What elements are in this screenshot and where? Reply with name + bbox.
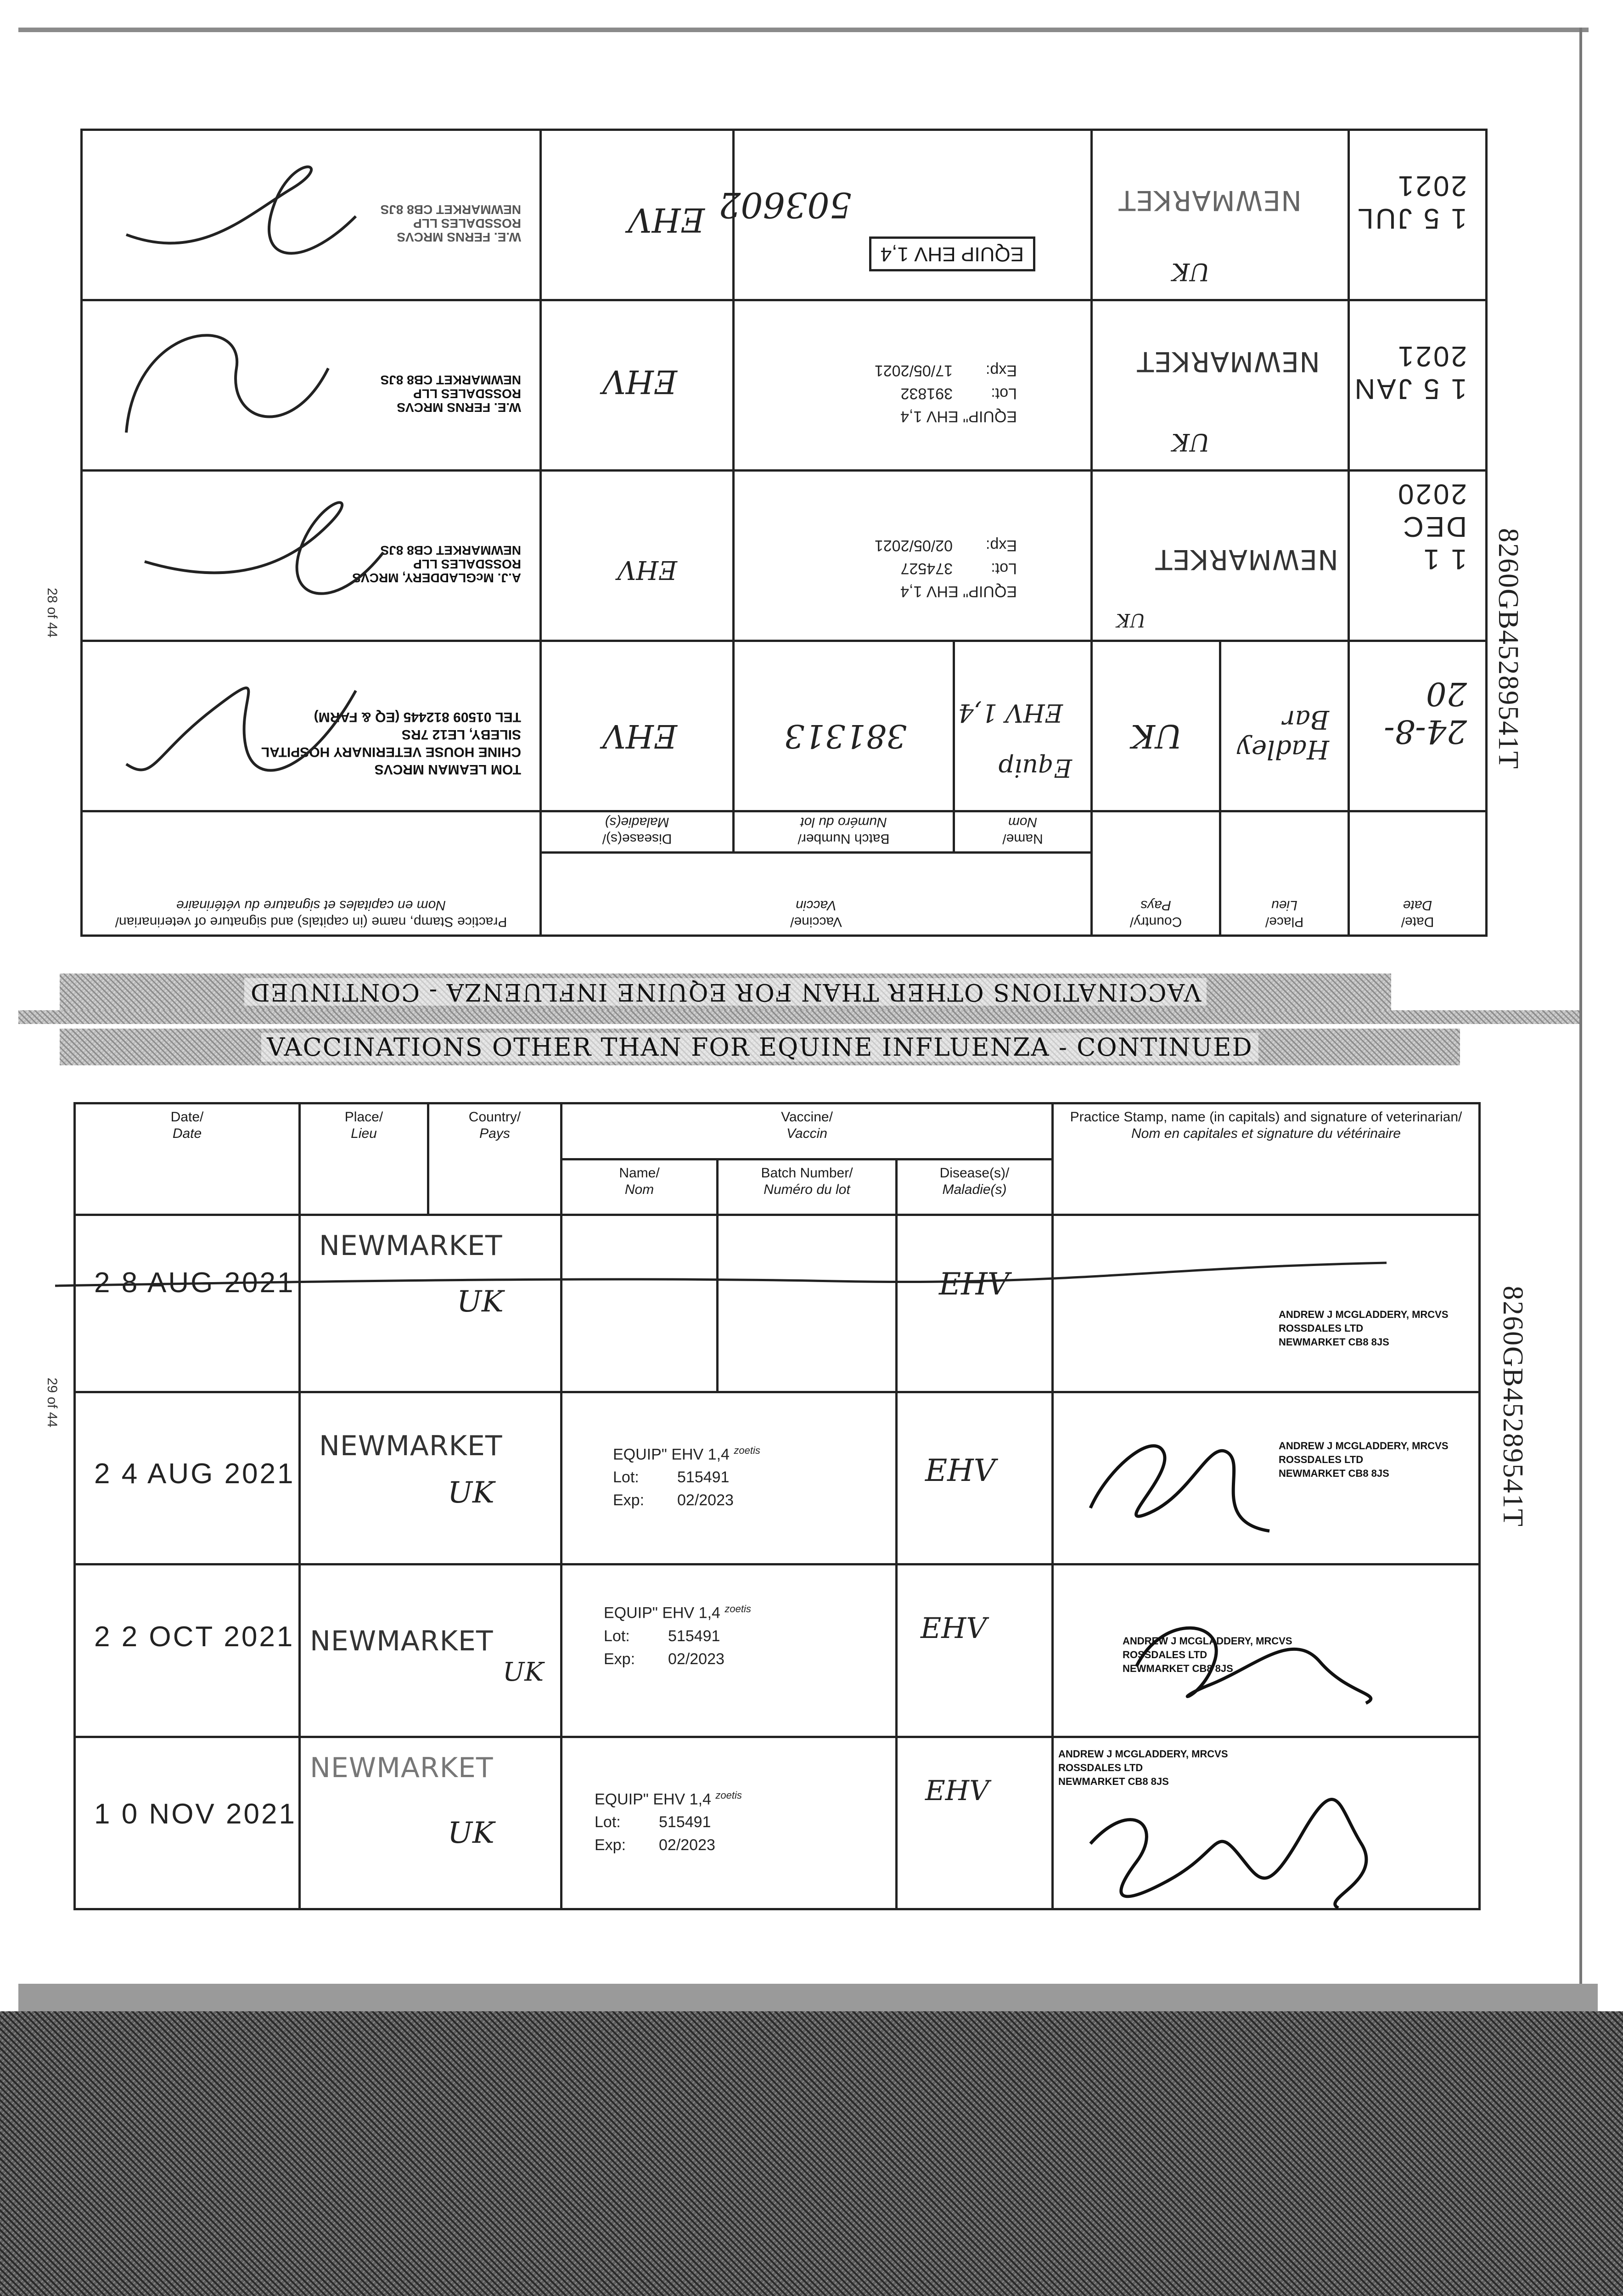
row-date: 2 2 OCT 2021 bbox=[94, 1621, 295, 1653]
vet-stamp: W.E. FERNS MRCVS ROSSDALES LLP NEWMARKET CB8 8JS bbox=[380, 373, 521, 415]
upper-header-disease: Disease(s)/ Maladie(s) bbox=[541, 811, 734, 853]
vet-stamp: A.J. McGLADDERY, MRCVS ROSSDALES LLP NEWMARKET CB8 8JS bbox=[352, 543, 521, 585]
lower-table-row bbox=[75, 1564, 1480, 1737]
row-date: 1 5 JUL 2021 bbox=[1357, 170, 1467, 235]
scan-bottom-edge bbox=[18, 1984, 1598, 2011]
upper-page-number: 28 of 44 bbox=[45, 588, 60, 638]
upper-table-row bbox=[82, 300, 1487, 471]
row-vaccine-name-2: EHV 1,4 bbox=[958, 698, 1063, 728]
upper-page bbox=[83, 129, 1488, 937]
lower-table-row bbox=[75, 1737, 1480, 1909]
row-disease: EHV bbox=[617, 555, 677, 585]
lower-page-number: 29 of 44 bbox=[45, 1378, 60, 1428]
vaccine-sticker: EQUIP EHV 1,4 bbox=[869, 236, 1035, 271]
row-place: NEWMARKET bbox=[1155, 543, 1338, 576]
upper-section-banner: VACCINATIONS OTHER THAN FOR EQUINE INFLUENZA - CONTINUED bbox=[60, 974, 1391, 1010]
scan-right-edge bbox=[1579, 28, 1582, 2025]
row-disease: EHV bbox=[602, 717, 677, 755]
row-disease: EHV bbox=[602, 363, 677, 401]
lower-table-row bbox=[75, 1392, 1480, 1564]
row-disease: EHV bbox=[939, 1266, 1010, 1302]
row-batch: 381313 bbox=[784, 717, 907, 755]
row-country: UK bbox=[448, 1816, 494, 1850]
row-disease: EHV bbox=[925, 1452, 996, 1488]
row-date: 1 1 DEC 2020 bbox=[1396, 478, 1467, 575]
row-date: 24-8-20 bbox=[1384, 675, 1467, 751]
row-date: 2 4 AUG 2021 bbox=[94, 1458, 295, 1490]
row-place: NEWMARKET bbox=[319, 1429, 503, 1462]
lower-header-batch: Batch Number/ Numéro du lot bbox=[718, 1159, 897, 1215]
row-vaccine-name: Equip bbox=[998, 754, 1072, 783]
row-vaccine: EQUIP" EHV 1,4 $^{zoetis}$ Lot: 515491 Exp: 02/2023 bbox=[613, 1444, 760, 1509]
row-batch: 503602 bbox=[718, 185, 852, 226]
vet-signature bbox=[108, 309, 347, 460]
vet-signature bbox=[1063, 1779, 1384, 1913]
row-disease: EHV bbox=[628, 201, 705, 240]
row-country: UK bbox=[503, 1657, 544, 1688]
lower-header-disease: Disease(s)/ Maladie(s) bbox=[897, 1159, 1053, 1215]
scan-backing bbox=[0, 2011, 1623, 2296]
lower-passport-id: 8260GB452895​41T bbox=[1497, 1286, 1528, 1527]
vet-stamp: ANDREW J MCGLADDERY, MRCVS ROSSDALES LTD NEWMARKET CB8 8JS bbox=[1279, 1440, 1449, 1479]
upper-header-vaccine: Vaccine/ Vaccin bbox=[541, 853, 1092, 936]
row-disease: EHV bbox=[921, 1611, 987, 1645]
vet-signature bbox=[1072, 1412, 1311, 1549]
vet-stamp: W.E. FERNS MRCVS ROSSDALES LLP NEWMARKET CB8 8JS bbox=[380, 203, 521, 245]
row-vaccine: EQUIP" EHV 1,4 $^{zoetis}$ Lot: 515491 Exp: 02/2023 bbox=[595, 1789, 742, 1854]
vet-stamp: ANDREW J MCGLADDERY, MRCVS ROSSDALES LTD NEWMARKET CB8 8JS bbox=[1123, 1635, 1292, 1675]
upper-header-place: Place/ Lieu bbox=[1220, 811, 1349, 936]
upper-header-country: Country/ Pays bbox=[1092, 811, 1220, 936]
vet-stamp: TOM LEAMAN MRCVS CHINE HOUSE VETERINARY HOSPITAL SILEBY, LE12 7RS TEL 01509 812445 (EQ & FARM) bbox=[261, 709, 521, 777]
vet-signature bbox=[1109, 1593, 1393, 1722]
row-country: UK bbox=[1116, 609, 1146, 631]
upper-header-batch: Batch Number/ Numéro du lot bbox=[734, 811, 954, 853]
lower-section-banner: VACCINATIONS OTHER THAN FOR EQUINE INFLUENZA - CONTINUED bbox=[60, 1029, 1460, 1065]
upper-vaccination-table bbox=[80, 129, 1488, 937]
row-disease: EHV bbox=[925, 1774, 989, 1807]
row-vaccine: EQUIP" EHV 1,4 $^{zoetis}$ Lot: 515491 Exp: 02/2023 bbox=[604, 1603, 751, 1668]
lower-vaccination-table bbox=[73, 1102, 1481, 1910]
row-date: 1 0 NOV 2021 bbox=[94, 1798, 297, 1830]
lower-header-practice: Practice Stamp, name (in capitals) and signature of veterinarian/ Nom en capitales et signature du vétérinaire bbox=[1053, 1103, 1480, 1215]
page-gutter bbox=[18, 1010, 1579, 1024]
row-country: UK bbox=[1172, 428, 1210, 456]
row-country: UK bbox=[448, 1475, 494, 1510]
upper-passport-id: 8260GB452895​41T bbox=[1493, 528, 1524, 770]
row-place: NEWMARKET bbox=[1136, 345, 1320, 378]
upper-table-row bbox=[82, 641, 1487, 811]
scan-top-edge bbox=[18, 28, 1589, 32]
row-date: 1 5 JAN 2021 bbox=[1353, 340, 1467, 405]
upper-table-row bbox=[82, 130, 1487, 300]
row-vaccine: EQUIP" EHV 1,4 Lot: 374527 Exp: 02/05/2021 bbox=[874, 537, 1017, 601]
strike-line bbox=[55, 1258, 1387, 1313]
vet-signature bbox=[108, 649, 365, 801]
upper-header-practice: Practice Stamp, name (in capitals) and signature of veterinarian/ Nom en capitales et signature du vétérinaire bbox=[82, 811, 541, 936]
upper-table-row bbox=[82, 471, 1487, 641]
lower-header-name: Name/ Nom bbox=[562, 1159, 718, 1215]
row-place: NEWMARKET bbox=[319, 1230, 503, 1262]
lower-page bbox=[73, 1102, 1478, 1910]
row-country: UK bbox=[457, 1285, 504, 1319]
lower-header-vaccine: Vaccine/ Vaccin bbox=[562, 1103, 1053, 1159]
vet-signature bbox=[117, 143, 374, 290]
row-date: 2 8 AUG 2021 bbox=[94, 1267, 295, 1299]
row-country: UK bbox=[1131, 717, 1182, 755]
row-place: NEWMARKET bbox=[310, 1625, 494, 1658]
vet-signature bbox=[126, 479, 402, 626]
lower-header-country: Country/ Pays bbox=[428, 1103, 562, 1215]
lower-header-date: Date/ Date bbox=[75, 1103, 300, 1215]
row-place: NEWMARKET bbox=[1118, 184, 1302, 217]
row-vaccine: EQUIP" EHV 1,4 Lot: 391832 Exp: 17/05/2021 bbox=[874, 362, 1017, 426]
row-place: Hadley Bar bbox=[1237, 704, 1329, 765]
lower-header-place: Place/ Lieu bbox=[300, 1103, 428, 1215]
vet-stamp: ANDREW J MCGLADDERY, MRCVS ROSSDALES LTD NEWMARKET CB8 8JS bbox=[1279, 1309, 1449, 1348]
upper-header-date: Date/ Date bbox=[1349, 811, 1487, 936]
vet-stamp: ANDREW J MCGLADDERY, MRCVS ROSSDALES LTD NEWMARKET CB8 8JS bbox=[1058, 1748, 1228, 1787]
row-place: NEWMARKET bbox=[310, 1751, 494, 1784]
upper-header-name: Name/ Nom bbox=[954, 811, 1092, 853]
row-country: UK bbox=[1172, 258, 1210, 286]
